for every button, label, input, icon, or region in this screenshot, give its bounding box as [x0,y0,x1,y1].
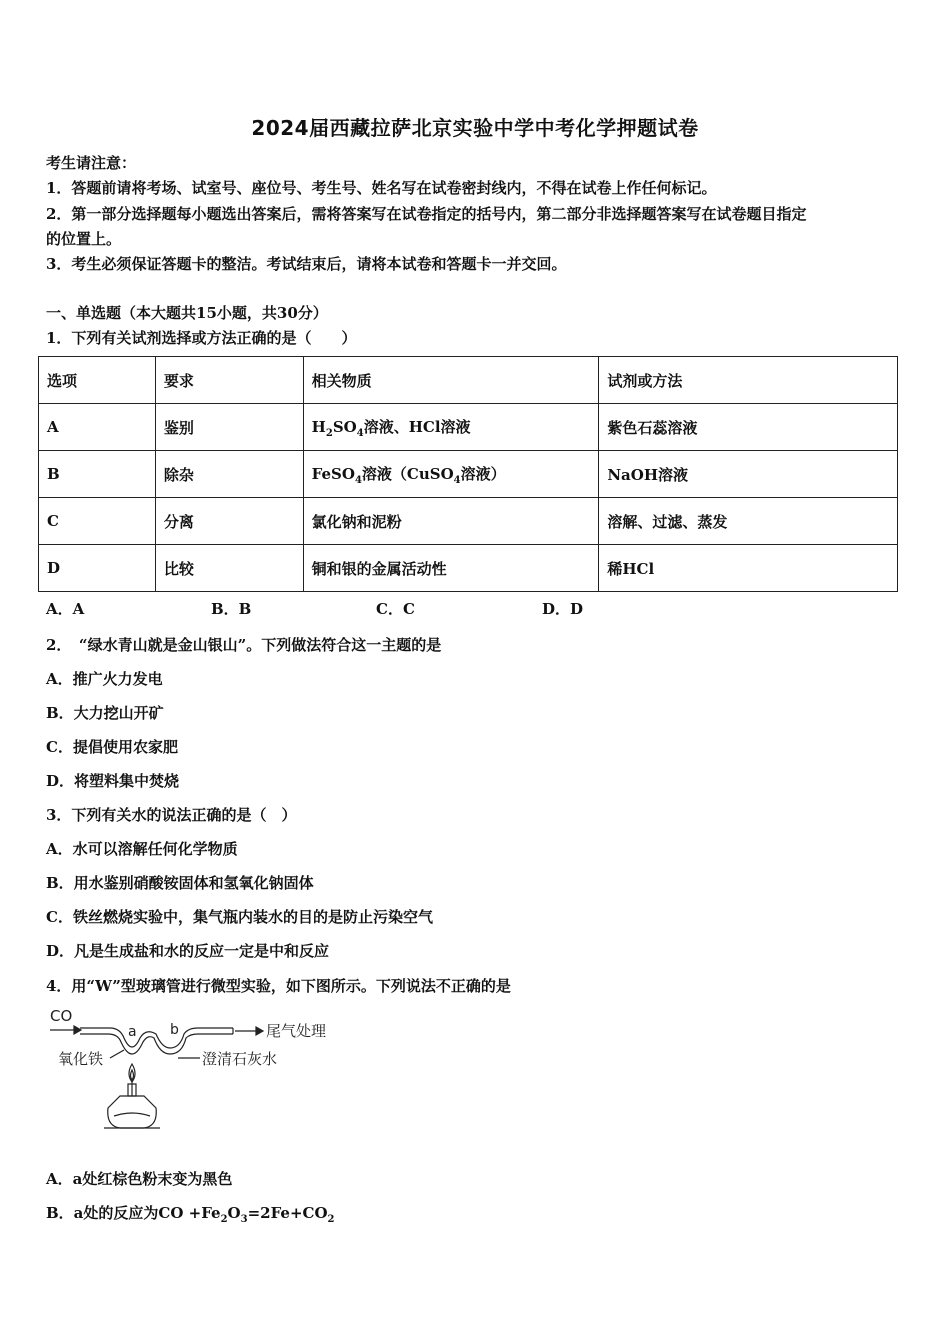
diagram-label-a: a [128,1024,137,1040]
alcohol-lamp-icon [108,1096,157,1128]
outlet-arrow-head [256,1027,263,1035]
q1-option-c[interactable]: C．C [376,600,415,618]
table-cell: 鉴别 [155,404,303,451]
header-cell: 要求 [155,357,303,404]
table-cell: B [39,451,156,498]
q2-option-b[interactable]: B．大力挖山开矿 [46,704,164,722]
q4-option-a[interactable]: A．a处红棕色粉末变为黑色 [46,1170,233,1188]
table-cell: A [39,404,156,451]
q2-option-d[interactable]: D．将塑料集中焚烧 [46,772,180,790]
header-cell: 相关物质 [303,357,599,404]
q1-table [38,356,898,592]
table-cell: 除杂 [155,451,303,498]
table-row [39,404,898,451]
table-cell: 氯化钠和泥粉 [303,498,599,545]
flame-core-icon [131,1070,134,1080]
header-cell: 选项 [39,357,156,404]
leader-iron-oxide [110,1050,124,1058]
q3-option-a[interactable]: A．水可以溶解任何化学物质 [46,840,238,858]
diagram-label-b: b [170,1022,179,1038]
table-cell: D [39,545,156,592]
table-cell: 紫色石蕊溶液 [599,404,898,451]
q2-option-a[interactable]: A．推广火力发电 [46,670,163,688]
table-row [39,451,898,498]
q3-option-b[interactable]: B．用水鉴别硝酸铵固体和氢氧化钠固体 [46,874,314,892]
table-row [39,498,898,545]
diagram-label-iron-oxide: 氧化铁 [58,1050,104,1068]
notice-item-1: 1．答题前请将考场、试室号、座位号、考生号、姓名写在试卷密封线内，不得在试卷上作任何标记。 [46,179,717,197]
diagram-label-limewater: 澄清石灰水 [202,1050,278,1068]
q3-option-c[interactable]: C．铁丝燃烧实验中，集气瓶内装水的目的是防止污染空气 [46,908,433,926]
table-cell: 铜和银的金属活动性 [303,545,599,592]
table-cell: C [39,498,156,545]
table-row [39,545,898,592]
section-heading: 一、单选题（本大题共15小题，共30分） [46,304,328,322]
q2-stem: 2． “绿水青山就是金山银山”。下列做法符合这一主题的是 [46,636,442,654]
table-header-row [39,357,898,404]
q1-option-a[interactable]: A．A [46,600,85,618]
table-cell: 溶解、过滤、蒸发 [599,498,898,545]
lamp-liquid [114,1113,150,1116]
table-cell: 分离 [155,498,303,545]
diagram-label-co: CO [50,1007,73,1025]
q1-stem: 1．下列有关试剂选择或方法正确的是（ ） [46,329,357,347]
notice-heading: 考生请注意： [46,154,137,172]
q4-option-b[interactable]: B．a处的反应为CO $+Fe_2O_3=2Fe+CO_2$ [46,1204,335,1225]
table-cell: FeSO$_4$溶液（CuSO$_4$溶液） [303,451,599,498]
header-cell: 试剂或方法 [599,357,898,404]
q3-stem: 3．下列有关水的说法正确的是（ ） [46,806,297,824]
table-cell: NaOH溶液 [599,451,898,498]
notice-item-2b: 的位置上。 [46,230,122,248]
diagram-label-exhaust: 尾气处理 [266,1022,327,1040]
q4-stem: 4．用“W”型玻璃管进行微型实验，如下图所示。下列说法不正确的是 [46,977,511,995]
table-cell: $H_2SO_4$溶液、HCl溶液 [303,404,599,451]
table-cell: 稀HCl [599,545,898,592]
table-cell: 比较 [155,545,303,592]
w-tube-diagram [48,1004,348,1138]
notice-item-2a: 2．第一部分选择题每小题选出答案后，需将答案写在试卷指定的括号内，第二部分非选择题答案写在试卷题目指定 [46,205,807,223]
inlet-arrow-head [74,1026,81,1034]
q1-option-b[interactable]: B．B [211,600,252,618]
notice-item-3: 3．考生必须保证答题卡的整洁。考试结束后，请将本试卷和答题卡一并交回。 [46,255,567,273]
q2-option-c[interactable]: C．提倡使用农家肥 [46,738,178,756]
q1-option-d[interactable]: D．D [542,600,584,618]
page-title: 2024届西藏拉萨北京实验中学中考化学押题试卷 [251,116,699,140]
w-tube-upper [80,1028,233,1048]
q3-option-d[interactable]: D．凡是生成盐和水的反应一定是中和反应 [46,942,330,960]
